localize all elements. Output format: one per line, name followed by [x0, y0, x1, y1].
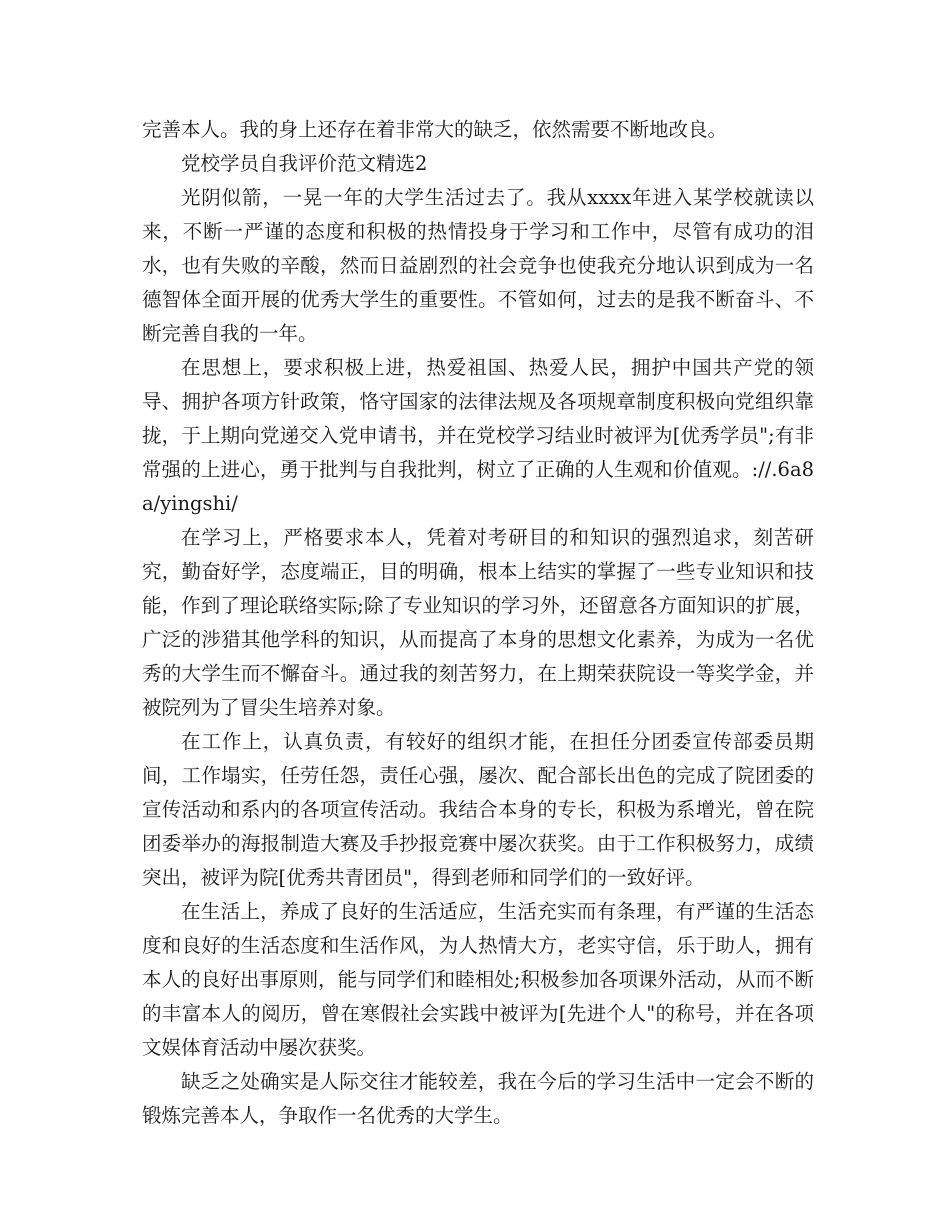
paragraph-shortcomings: 缺乏之处确实是人际交往才能较差，我在今后的学习生活中一定会不断的锻炼完善本人，争取作一名优秀的大学生。 — [142, 1070, 814, 1127]
paragraph-study: 在学习上，严格要求本人，凭着对考研目的和知识的强烈追求，刻苦研究，勤奋好学，态度端正，目的明确，根本上结实的掌握了一些专业知识和技能，作到了理论联络实际;除了专业知识的学习外，还留意各方面知识的扩展，广泛的涉猎其他学科的知识，从而提高了本身的思想文化素养，为成为一名优秀的大学生而不懈奋斗。通过我的刻苦努力，在上期荣获院设一等奖学金，并被院列为了冒尖生培养对象。 — [142, 526, 814, 719]
paragraph-life: 在生活上，养成了良好的生活适应，生活充实而有条理，有严谨的生活态度和良好的生活态度和生活作风，为人热情大方，老实守信，乐于助人，拥有本人的良好出事原则，能与同学们和睦相处;积极参加各项课外活动，从而不断的丰富本人的阅历，曾在寒假社会实践中被评为[先进个人"的称号，并在各项文娱体育活动中屡次获奖。 — [142, 900, 814, 1059]
document-body — [142, 113, 814, 1133]
paragraph-thought: 在思想上，要求积极上进，热爱祖国、热爱人民，拥护中国共产党的领导、拥护各项方针政策，恪守国家的法律法规及各项规章制度积极向党组织靠拢，于上期向党递交入党申请书，并在党校学习结业时被评为[优秀学员";有非常强的上进心，勇于批判与自我批判，树立了正确的人生观和价值观。://.6a8a/yingshi/ — [142, 356, 814, 515]
paragraph-work: 在工作上，认真负责，有较好的组织才能，在担任分团委宣传部委员期间，工作塌实，任劳任怨，责任心强，屡次、配合部长出色的完成了院团委的宣传活动和系内的各项宣传活动。我结合本身的专长，积极为系增光，曾在院团委举办的海报制造大赛及手抄报竞赛中屡次获奖。由于工作积极努力，成绩突出，被评为院[优秀共青团员"，得到老师和同学们的一致好评。 — [142, 730, 814, 889]
section-heading: 党校学员自我评价范文精选2 — [181, 152, 428, 175]
paragraph-continuation: 完善本人。我的身上还存在着非常大的缺乏，依然需要不断地改良。 — [142, 118, 728, 141]
paragraph-intro: 光阴似箭，一晃一年的大学生活过去了。我从xxxx年进入某学校就读以来，不断一严谨的态度和积极的热情投身于学习和工作中，尽管有成功的泪水，也有失败的辛酸，然而日益剧烈的社会竞争也使我充分地认识到成为一名德智体全面开展的优秀大学生的重要性。不管如何，过去的是我不断奋斗、不断完善自我的一年。 — [142, 186, 814, 345]
